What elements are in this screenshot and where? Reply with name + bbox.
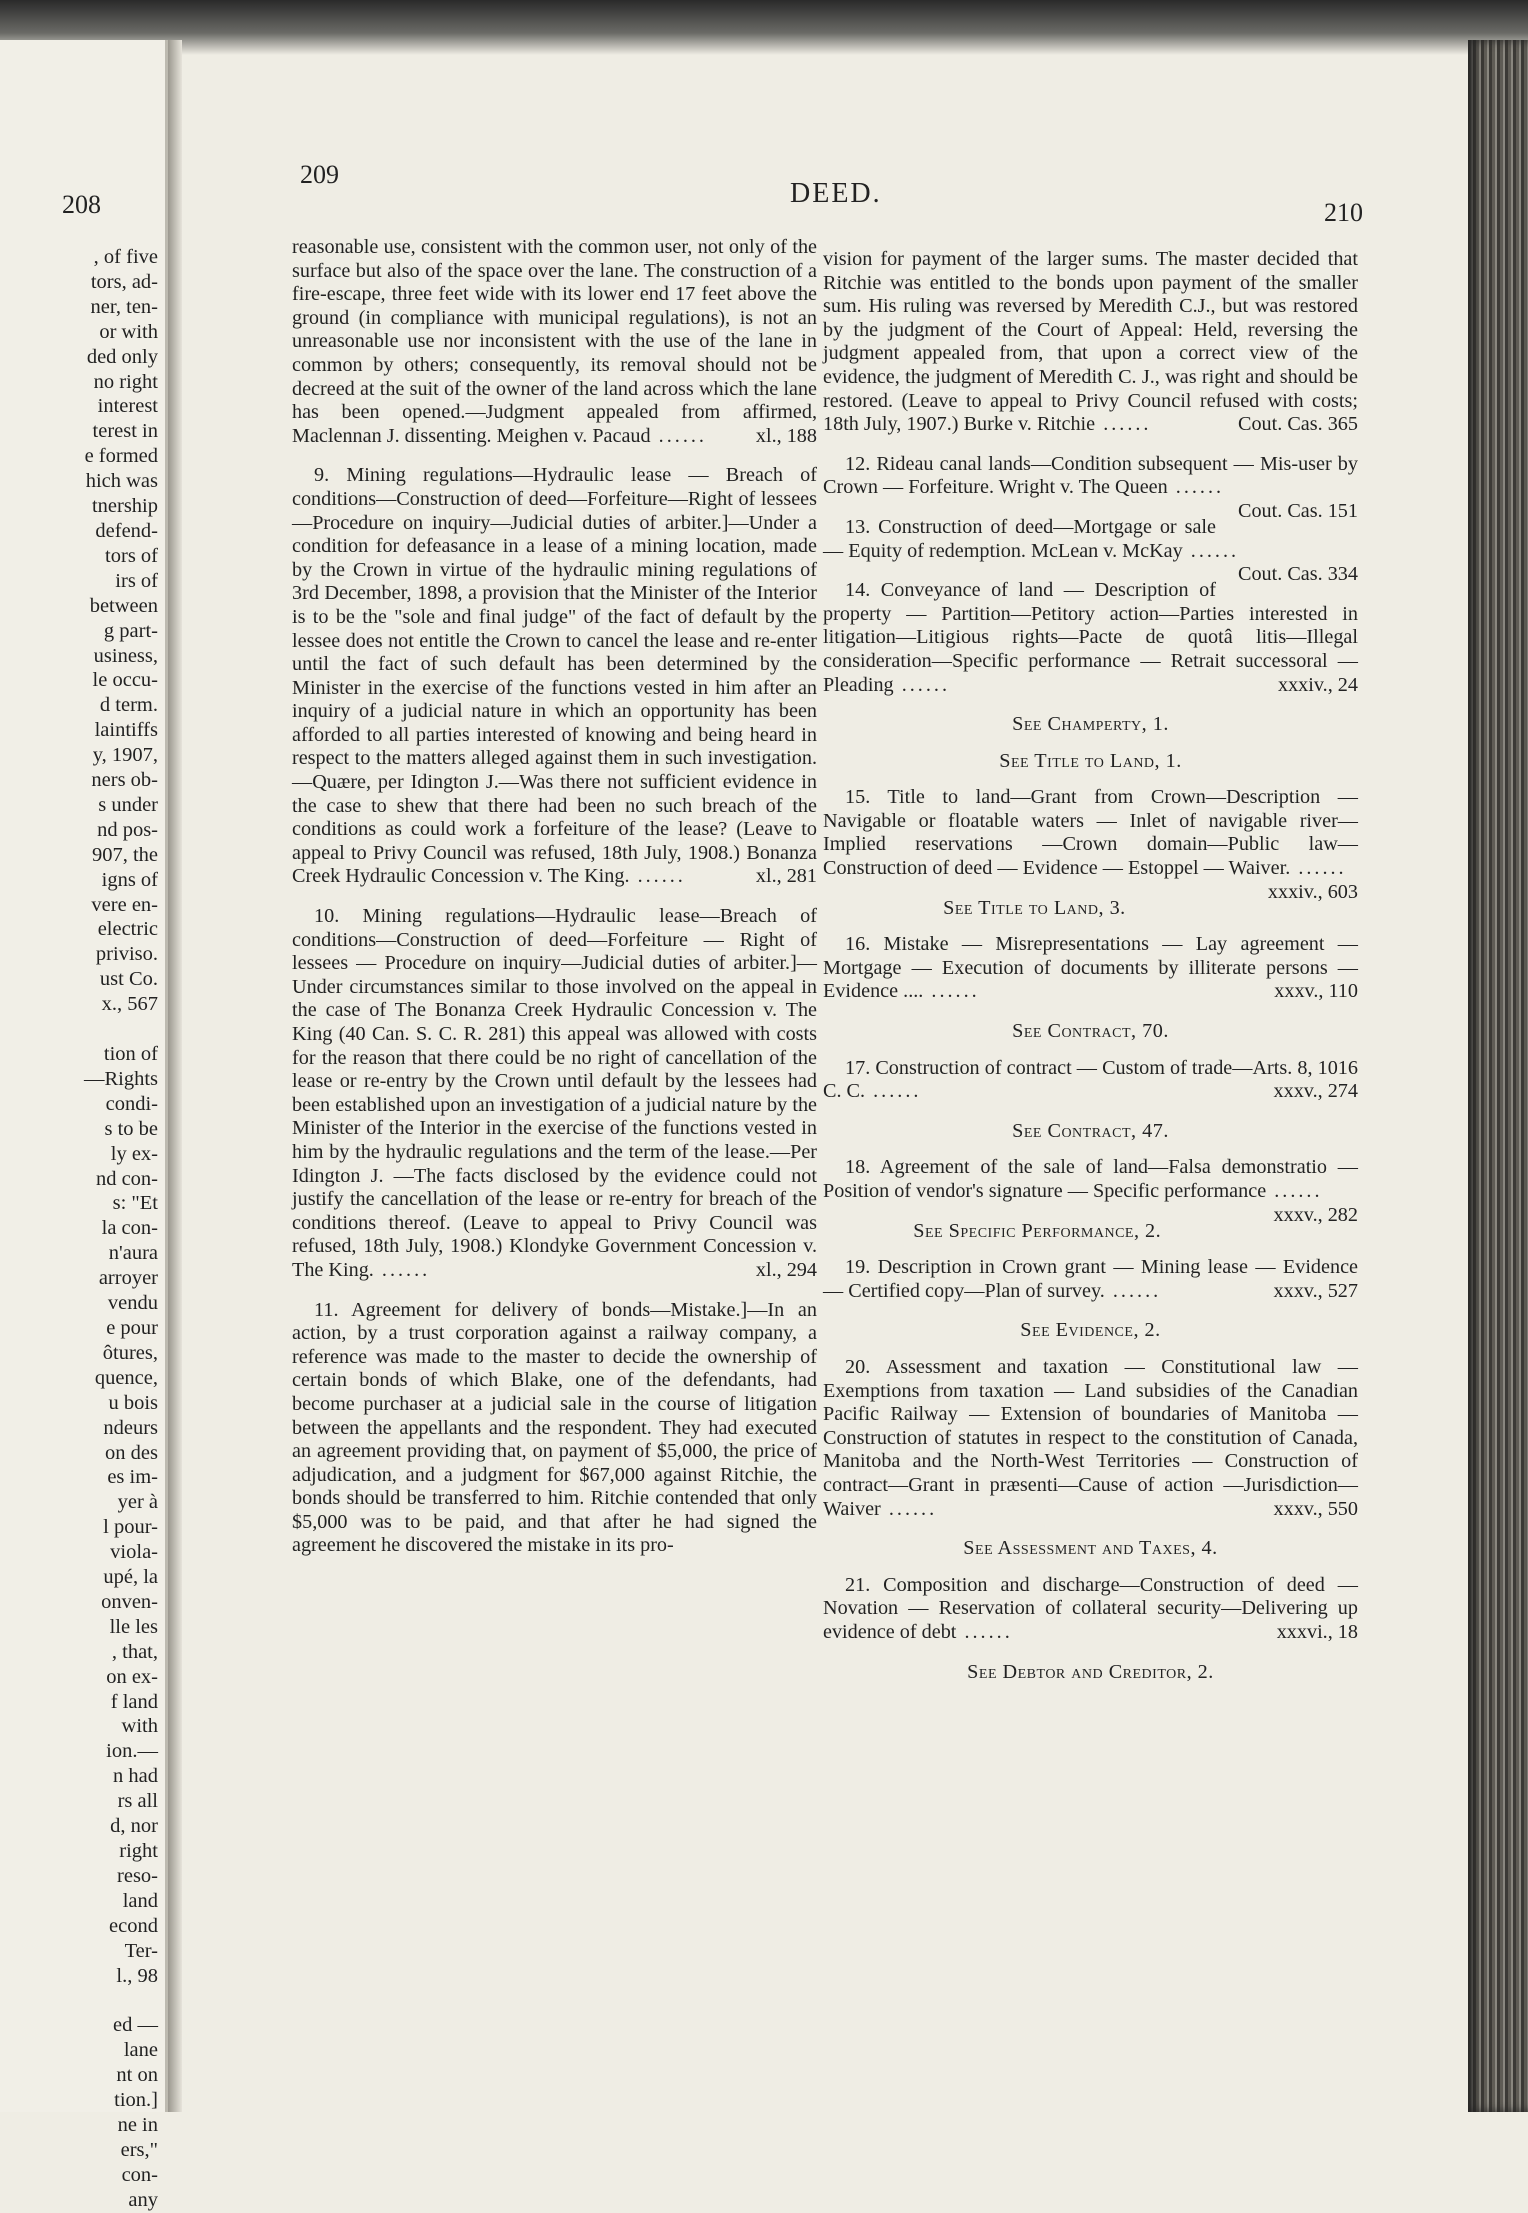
report-reference: xl., 281 xyxy=(755,865,817,888)
fragment-line: nd con- xyxy=(95,1167,158,1190)
digest-entry xyxy=(823,786,1358,903)
fragment-line: hich was xyxy=(85,470,158,493)
fragment-line: ne in xyxy=(117,2113,158,2136)
leader-dots: ...... xyxy=(1095,413,1152,436)
fragment-line xyxy=(8,1988,158,2013)
leader-dots: ...... xyxy=(893,673,950,696)
fragment-line: s to be xyxy=(104,1117,158,1140)
digest-entry xyxy=(823,1574,1358,1645)
digest-entry xyxy=(823,452,1358,522)
right-page-number: 210 xyxy=(1324,198,1363,227)
fragment-line: ers," xyxy=(120,2138,158,2161)
report-reference: xxxiv., 603 xyxy=(1267,880,1358,903)
top-shadow xyxy=(0,0,1528,55)
fragment-line: con- xyxy=(121,2163,158,2186)
fragment-line: e pour xyxy=(106,1316,158,1339)
entry-text: 16. Mistake — Misrepresentations — Lay agreement — Mortgage — Execution of documents by illiterate persons — Evidence .... xyxy=(823,933,1358,1003)
fragment-line: ner, ten- xyxy=(90,295,158,318)
report-reference: Cout. Cas. 365 xyxy=(1237,413,1358,436)
fragment-line: n had xyxy=(113,1765,158,1788)
continued-entry xyxy=(292,236,817,448)
entry-text: 9. Mining regulations—Hydraulic lease — Breach of conditions—Construction of deed—Forfeiture—Right of lessees—Procedure on inquiry—Judicial duties of arbiter.]—Under a condition for defeasance in a lease of a mining location, made by the Crown in virtue of the hydraulic mining regulations of 3rd December, 1898, a provision that the Minister of the Interior is to be the "sole and final judge" of the fact of default by the lessee does not entitle the Crown to cancel the lease and re-enter until the fact of such default has been determined by the Minister in the exercise of the functions vested in him after an inquiry of a judicial nature in which an opportunity has been afforded to all parties interested of knowing and being heard in respect to the matters alleged against them in such investigation.—Quære, per Idington J.—Was there not sufficient evidence in the case to shew that there had been no such breach of the conditions as could work a forfeiture of the lease? (Leave to appeal to Privy Council was refused, 18th July, 1908.) Bonanza Creek Hydraulic Concession v. The King. xyxy=(292,464,817,888)
report-reference: xxxv., 274 xyxy=(1273,1080,1358,1103)
fragment-line: s: "Et xyxy=(112,1192,158,1215)
leader-dots: ...... xyxy=(650,424,707,447)
fragment-line: ion.— xyxy=(106,1740,158,1763)
leader-dots: ...... xyxy=(880,1497,938,1520)
leader-dots: ...... xyxy=(1266,1180,1323,1202)
cross-reference: See Assessment and Taxes, 4. xyxy=(963,1537,1218,1560)
report-reference: xxxv., 550 xyxy=(1273,1497,1358,1520)
fragment-line: nt on xyxy=(116,2064,158,2087)
fragment-line: lle les xyxy=(109,1615,158,1638)
fragment-line: —Rights xyxy=(83,1067,158,1090)
entry-text: 14. Conveyance of land — Description of property — Partition—Petitory action—Parties interested in litigation—Litigious rights—Pacte de quotâ litis—Illegal consideration—Specific performance — Retrait successoral —Pleading xyxy=(823,579,1358,696)
previous-page-fragment xyxy=(8,245,158,2213)
report-reference: Cout. Cas. 151 xyxy=(1237,499,1358,522)
leader-dots: ...... xyxy=(956,1620,1013,1643)
fragment-line: ners ob- xyxy=(91,769,158,792)
fragment-line: 907, the xyxy=(91,843,158,866)
fragment-line: laintiffs xyxy=(94,719,158,742)
fragment-line: quence, xyxy=(94,1366,158,1389)
entry-text: 19. Description in Crown grant — Mining lease — Evidence — Certified copy—Plan of survey. xyxy=(823,1256,1358,1302)
fragment-line: arroyer xyxy=(98,1267,158,1290)
fragment-line: tion of xyxy=(103,1043,158,1065)
report-reference: xl., 188 xyxy=(755,424,817,447)
entry-text: 15. Title to land—Grant from Crown—Description — Navigable or floatable waters — Inlet of navigable river—Implied reservations —Crown domain—Public law—Construction of deed — Evidence — Estoppel — Waiver. xyxy=(823,786,1358,880)
fragment-line: reso- xyxy=(117,1864,158,1887)
leader-dots: ...... xyxy=(373,1258,431,1281)
fragment-line: onven- xyxy=(101,1590,158,1613)
leader-dots: ...... xyxy=(629,865,686,888)
left-page-number: 209 xyxy=(300,160,339,189)
fragment-line: y, 1907, xyxy=(92,744,158,767)
digest-entry xyxy=(823,933,1358,1004)
fragment-line: between xyxy=(89,594,158,617)
fragment-line: condi- xyxy=(105,1092,158,1115)
previous-page-strip xyxy=(0,40,168,2211)
fragment-line: d term. xyxy=(99,694,158,717)
fragment-line: nd pos- xyxy=(97,818,158,841)
fragment-line: ly ex- xyxy=(110,1142,158,1165)
fragment-line: lane xyxy=(123,2039,158,2062)
leader-dots: ...... xyxy=(1104,1279,1162,1302)
report-reference: xxxvi., 18 xyxy=(1276,1620,1358,1643)
cross-reference: See Contract, 47. xyxy=(1012,1119,1169,1142)
fragment-line: tors of xyxy=(105,544,158,567)
entry-text: 21. Composition and discharge—Construction of deed — Novation — Reservation of collateral security—Delivering up evidence of debt xyxy=(823,1573,1358,1643)
digest-entry xyxy=(823,579,1358,697)
fragment-line: yer à xyxy=(117,1491,158,1514)
fragment-line: usiness, xyxy=(93,644,158,667)
fragment-line: rs all xyxy=(117,1790,158,1813)
fragment-line: x., 567 xyxy=(101,993,158,1016)
report-reference: Cout. Cas. 334 xyxy=(1237,563,1358,586)
right-column xyxy=(823,248,1358,1697)
leader-dots: ...... xyxy=(1167,476,1225,499)
left-column xyxy=(292,236,817,1574)
entry-text: reasonable use, consistent with the common user, not only of the surface but also of the space over the lane. The construction of a fire-escape, three feet wide with its lower end 17 feet above the ground (in compliance with municipal regulations), is not an unreasonable use nor inconsistent with the use of the lane in common by others; consequently, its removal should not be decreed at the suit of the owner of the land across which the lane has been opened.—Judgment appealed from affirmed, Maclennan J. dissenting. Meighen v. Pacaud xyxy=(292,236,817,447)
fragment-line: tion.] xyxy=(114,2089,158,2112)
report-reference: xxxv., 110 xyxy=(1274,980,1358,1003)
cross-reference: See Title to Land, 1. xyxy=(999,749,1182,772)
fragment-line: priviso. xyxy=(95,943,158,966)
fragment-line: upé, la xyxy=(103,1566,158,1589)
fragment-line: f land xyxy=(110,1690,158,1713)
digest-entry xyxy=(292,905,817,1283)
fragment-line: Ter- xyxy=(124,1939,158,1962)
fragment-line: ndeurs xyxy=(103,1416,158,1439)
fragment-line: es im- xyxy=(107,1466,158,1489)
entry-text: 12. Rideau canal lands—Condition subsequent — Mis-user by Crown — Forfeiture. Wright v. The Queen xyxy=(823,452,1358,499)
fragment-line: d, nor xyxy=(110,1815,158,1838)
fragment-line: ust Co. xyxy=(99,968,158,991)
fragment-line: ded only xyxy=(86,345,158,368)
digest-entry xyxy=(292,1299,817,1559)
fragment-line: vere en- xyxy=(91,893,158,916)
digest-entry xyxy=(823,1156,1358,1226)
fragment-line xyxy=(8,1017,158,1042)
fragment-line: e formed xyxy=(84,445,158,468)
previous-page-number: 208 xyxy=(62,190,101,219)
continued-entry xyxy=(823,248,1358,437)
fragment-line: electric xyxy=(97,918,158,941)
fragment-line: vendu xyxy=(107,1292,158,1315)
digest-entry xyxy=(823,1256,1358,1303)
fragment-line: no right xyxy=(93,370,158,393)
fragment-line: interest xyxy=(97,395,158,418)
cross-reference: See Contract, 70. xyxy=(1012,1020,1169,1043)
cross-reference: See Evidence, 2. xyxy=(1020,1319,1161,1342)
running-head: DEED. xyxy=(790,178,882,209)
digest-entry xyxy=(292,464,817,889)
report-reference: xxxv., 527 xyxy=(1273,1279,1358,1302)
fragment-line: ed — xyxy=(113,2014,158,2037)
fragment-line: irs of xyxy=(115,569,158,592)
fragment-line: right xyxy=(119,1840,158,1862)
cross-reference: See Specific Performance, 2. xyxy=(913,1219,1162,1242)
fragment-line: or with xyxy=(99,320,158,343)
fragment-line: le occu- xyxy=(92,669,158,692)
report-reference: xxxiv., 24 xyxy=(1277,673,1358,696)
entry-text: 20. Assessment and taxation — Constitutional law — Exemptions from taxation — Land subsidies of the Canadian Pacific Railway — Extension of boundaries of Manitoba —Construction of statutes in respect to the constitution of Canada, Manitoba and the North-West Territories — Construction of contract—Grant in præsenti—Cause of action —Jurisdiction—Waiver xyxy=(823,1355,1358,1520)
fragment-line: any xyxy=(128,2188,158,2211)
fragment-line: defend- xyxy=(95,519,158,542)
entry-text: 17. Construction of contract — Custom of trade—Arts. 8, 1016 C. C. xyxy=(823,1056,1358,1103)
fragment-line: , of five xyxy=(93,246,158,268)
fragment-line: on des xyxy=(105,1441,158,1464)
fragment-line: viola- xyxy=(110,1541,158,1564)
report-reference: xxxv., 282 xyxy=(1273,1203,1358,1226)
fragment-line: s under xyxy=(98,793,158,816)
fragment-line: terest in xyxy=(92,420,158,443)
fragment-line: g part- xyxy=(103,619,158,642)
cross-reference: See Debtor and Creditor, 2. xyxy=(967,1660,1214,1683)
fragment-line: land xyxy=(122,1889,158,1912)
fragment-line: l pour- xyxy=(103,1516,158,1539)
fragment-line: n'aura xyxy=(108,1242,158,1265)
fragment-line: on ex- xyxy=(106,1665,158,1688)
entry-text: 10. Mining regulations—Hydraulic lease—Breach of conditions—Construction of deed—Forfeiture — Right of lessees — Procedure on inquiry—Judicial duties of arbiter.]—Under circumstances similar to those involved on the appeal in the case of The Bonanza Creek Hydraulic Concession v. The King (40 Can. S. C. R. 281) this appeal was allowed with costs for the reason that there could be no right of cancellation of the lease or re-entry by the Crown until default by the lessees had been established upon an investigation of a judicial nature by the Minister of the Interior in the exercise of the functions vested in him by the hydraulic regulations and the term of the lease.—Per Idington J. —The facts disclosed by the evidence could not justify the cancellation of the lease or re-entry for breach of the conditions thereof. (Leave to appeal to Privy Council was refused, 18th July, 1908.) Klondyke Government Concession v. The King. xyxy=(292,905,817,1281)
fragment-line: tnership xyxy=(91,495,158,518)
fragment-line: with xyxy=(121,1715,158,1738)
entry-text: 18. Agreement of the sale of land—Falsa demonstratio — Position of vendor's signature — Specific performance xyxy=(823,1156,1358,1202)
fragment-line: l., 98 xyxy=(116,1964,158,1987)
fragment-line: u bois xyxy=(108,1391,158,1414)
entry-text: vision for payment of the larger sums. The master decided that Ritchie was entitled to the bonds upon payment of the smaller sum. His ruling was reversed by Meredith C.J., but was restored by the judgment of the Court of Appeal: Held, reversing the judgment appealed from, that upon a correct view of the evidence, the judgment of Meredith C. J., was right and should be restored. (Leave to appeal to Privy Council refused with costs; 18th July, 1907.) Burke v. Ritchie xyxy=(823,248,1358,436)
digest-entry xyxy=(823,1356,1358,1521)
leader-dots: ...... xyxy=(1182,539,1240,562)
entry-text: 11. Agreement for delivery of bonds—Mistake.]—In an action, by a trust corporation against a railway company, a reference was made to the master to decide the ownership of certain bonds of which Blake, one of the defendants, had become purchaser at a judicial sale in the course of litigation between the appellants and the respondent. They had executed an agreement providing that, on payment of $5,000, the price of adjudication, and a judgment for $67,000 against Ritchie, the bonds should be transferred to him. Ritchie contended that only $5,000 was to be paid, and that after he had signed the agreement he discovered the mistake in its pro- xyxy=(292,1298,817,1557)
digest-entry xyxy=(823,1057,1358,1104)
fragment-line: tors, ad- xyxy=(90,270,158,293)
leader-dots: ...... xyxy=(1290,857,1347,880)
fragment-line: ôtures, xyxy=(102,1341,158,1364)
book-gutter xyxy=(168,40,182,2112)
fragment-line: igns of xyxy=(101,868,158,891)
cross-reference: See Title to Land, 3. xyxy=(943,896,1126,919)
report-reference: xl., 294 xyxy=(755,1258,817,1281)
fragment-line: la con- xyxy=(101,1217,158,1240)
fragment-line: , that, xyxy=(111,1640,158,1663)
fragment-line: econd xyxy=(109,1914,158,1937)
entry-text: 13. Construction of deed—Mortgage or sale — Equity of redemption. McLean v. McKay xyxy=(823,515,1216,562)
leader-dots: ...... xyxy=(923,980,980,1003)
leader-dots: ...... xyxy=(865,1080,922,1103)
cross-reference: See Champerty, 1. xyxy=(1012,713,1169,736)
page-edges xyxy=(1468,40,1528,2112)
